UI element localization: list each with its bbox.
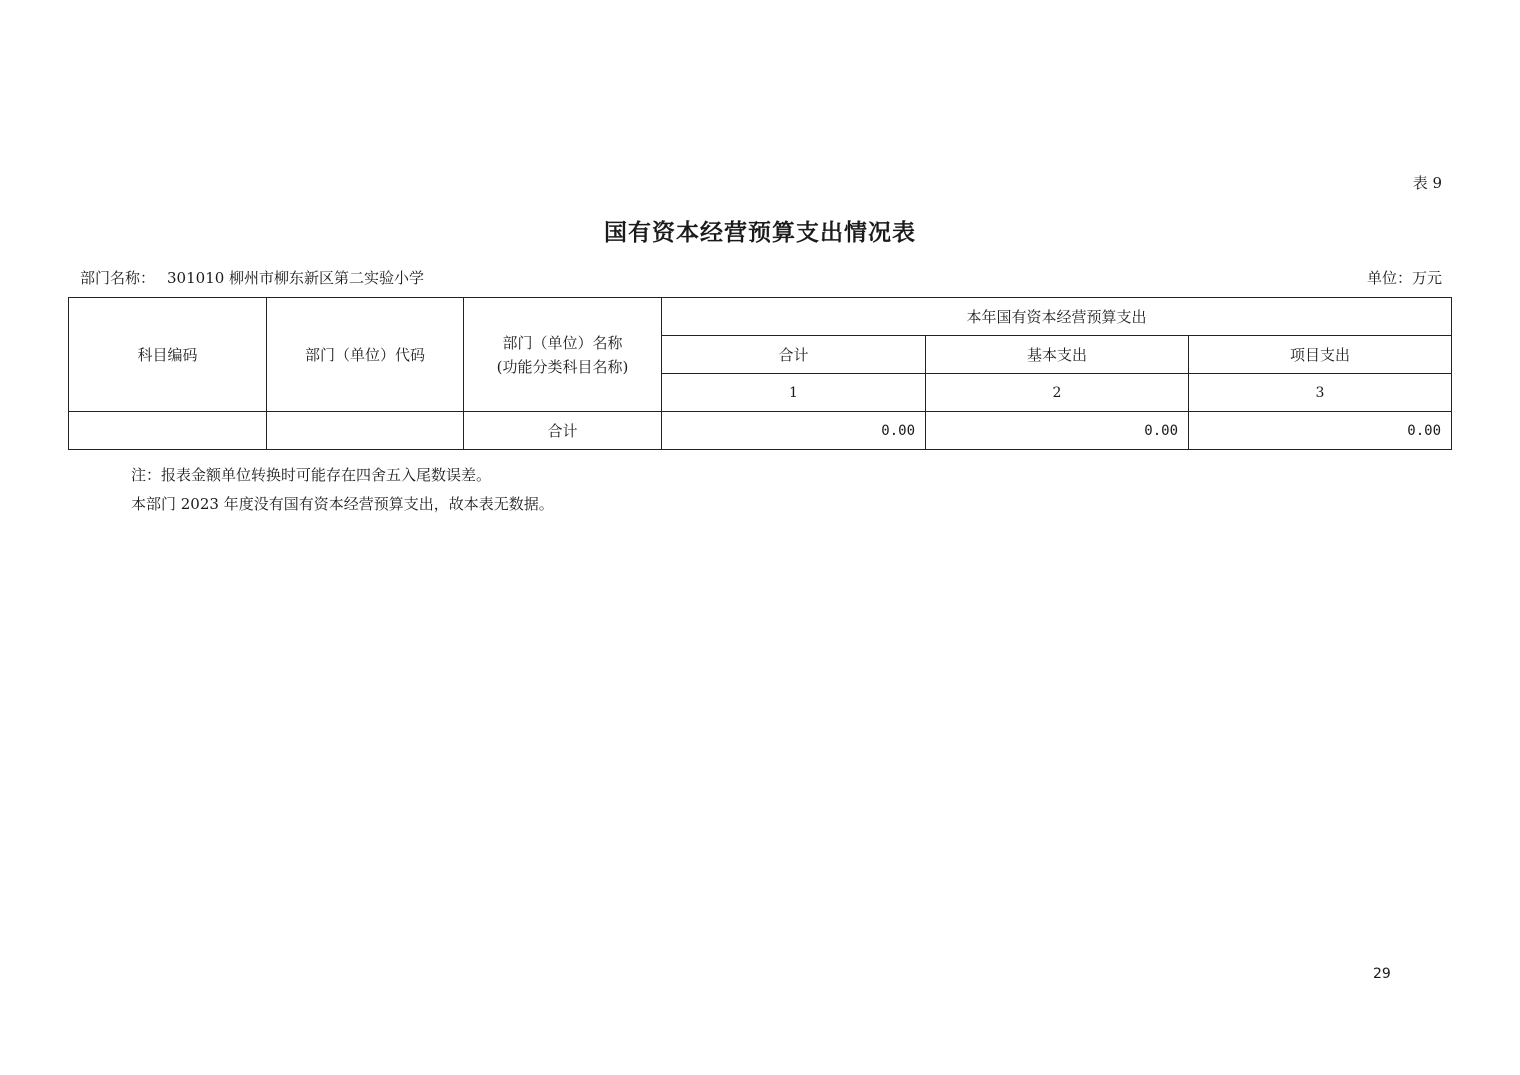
col-header-project: 项目支出 <box>1189 336 1452 374</box>
col-header-code: 科目编码 <box>69 298 267 412</box>
budget-table <box>68 297 1452 450</box>
table-row <box>69 412 1452 450</box>
cell-total: 0.00 <box>662 412 926 450</box>
cell-dept-code <box>267 412 464 450</box>
col-header-dept-name <box>464 298 662 412</box>
col-index-basic: 2 <box>926 374 1189 412</box>
col-index-total: 1 <box>662 374 926 412</box>
col-header-dept-name-line2: (功能分类科目名称) <box>496 357 629 376</box>
unit-label: 单位：万元 <box>1366 269 1442 287</box>
page-number: 29 <box>1373 966 1391 982</box>
department-label: 部门名称： <box>80 269 156 287</box>
col-header-dept-code: 部门（单位）代码 <box>267 298 464 412</box>
notes <box>131 461 554 519</box>
col-header-total: 合计 <box>662 336 926 374</box>
note-rounding: 注：报表金额单位转换时可能存在四舍五入尾数误差。 <box>131 466 492 484</box>
cell-name: 合计 <box>464 412 662 450</box>
department-info <box>80 267 424 288</box>
cell-project: 0.00 <box>1189 412 1452 450</box>
cell-basic: 0.00 <box>926 412 1189 450</box>
cell-code <box>69 412 267 450</box>
col-header-basic: 基本支出 <box>926 336 1189 374</box>
group-header: 本年国有资本经营预算支出 <box>662 298 1452 336</box>
table-number: 表 9 <box>1412 174 1442 192</box>
department-value: 301010 柳州市柳东新区第二实验小学 <box>167 269 425 287</box>
header-row-1 <box>69 298 1452 336</box>
meta-row <box>80 267 1442 288</box>
note-no-data: 本部门 2023 年度没有国有资本经营预算支出，故本表无数据。 <box>131 495 554 513</box>
col-index-project: 3 <box>1189 374 1452 412</box>
page-title: 国有资本经营预算支出情况表 <box>604 219 916 246</box>
col-header-dept-name-line1: 部门（单位）名称 <box>502 333 623 352</box>
